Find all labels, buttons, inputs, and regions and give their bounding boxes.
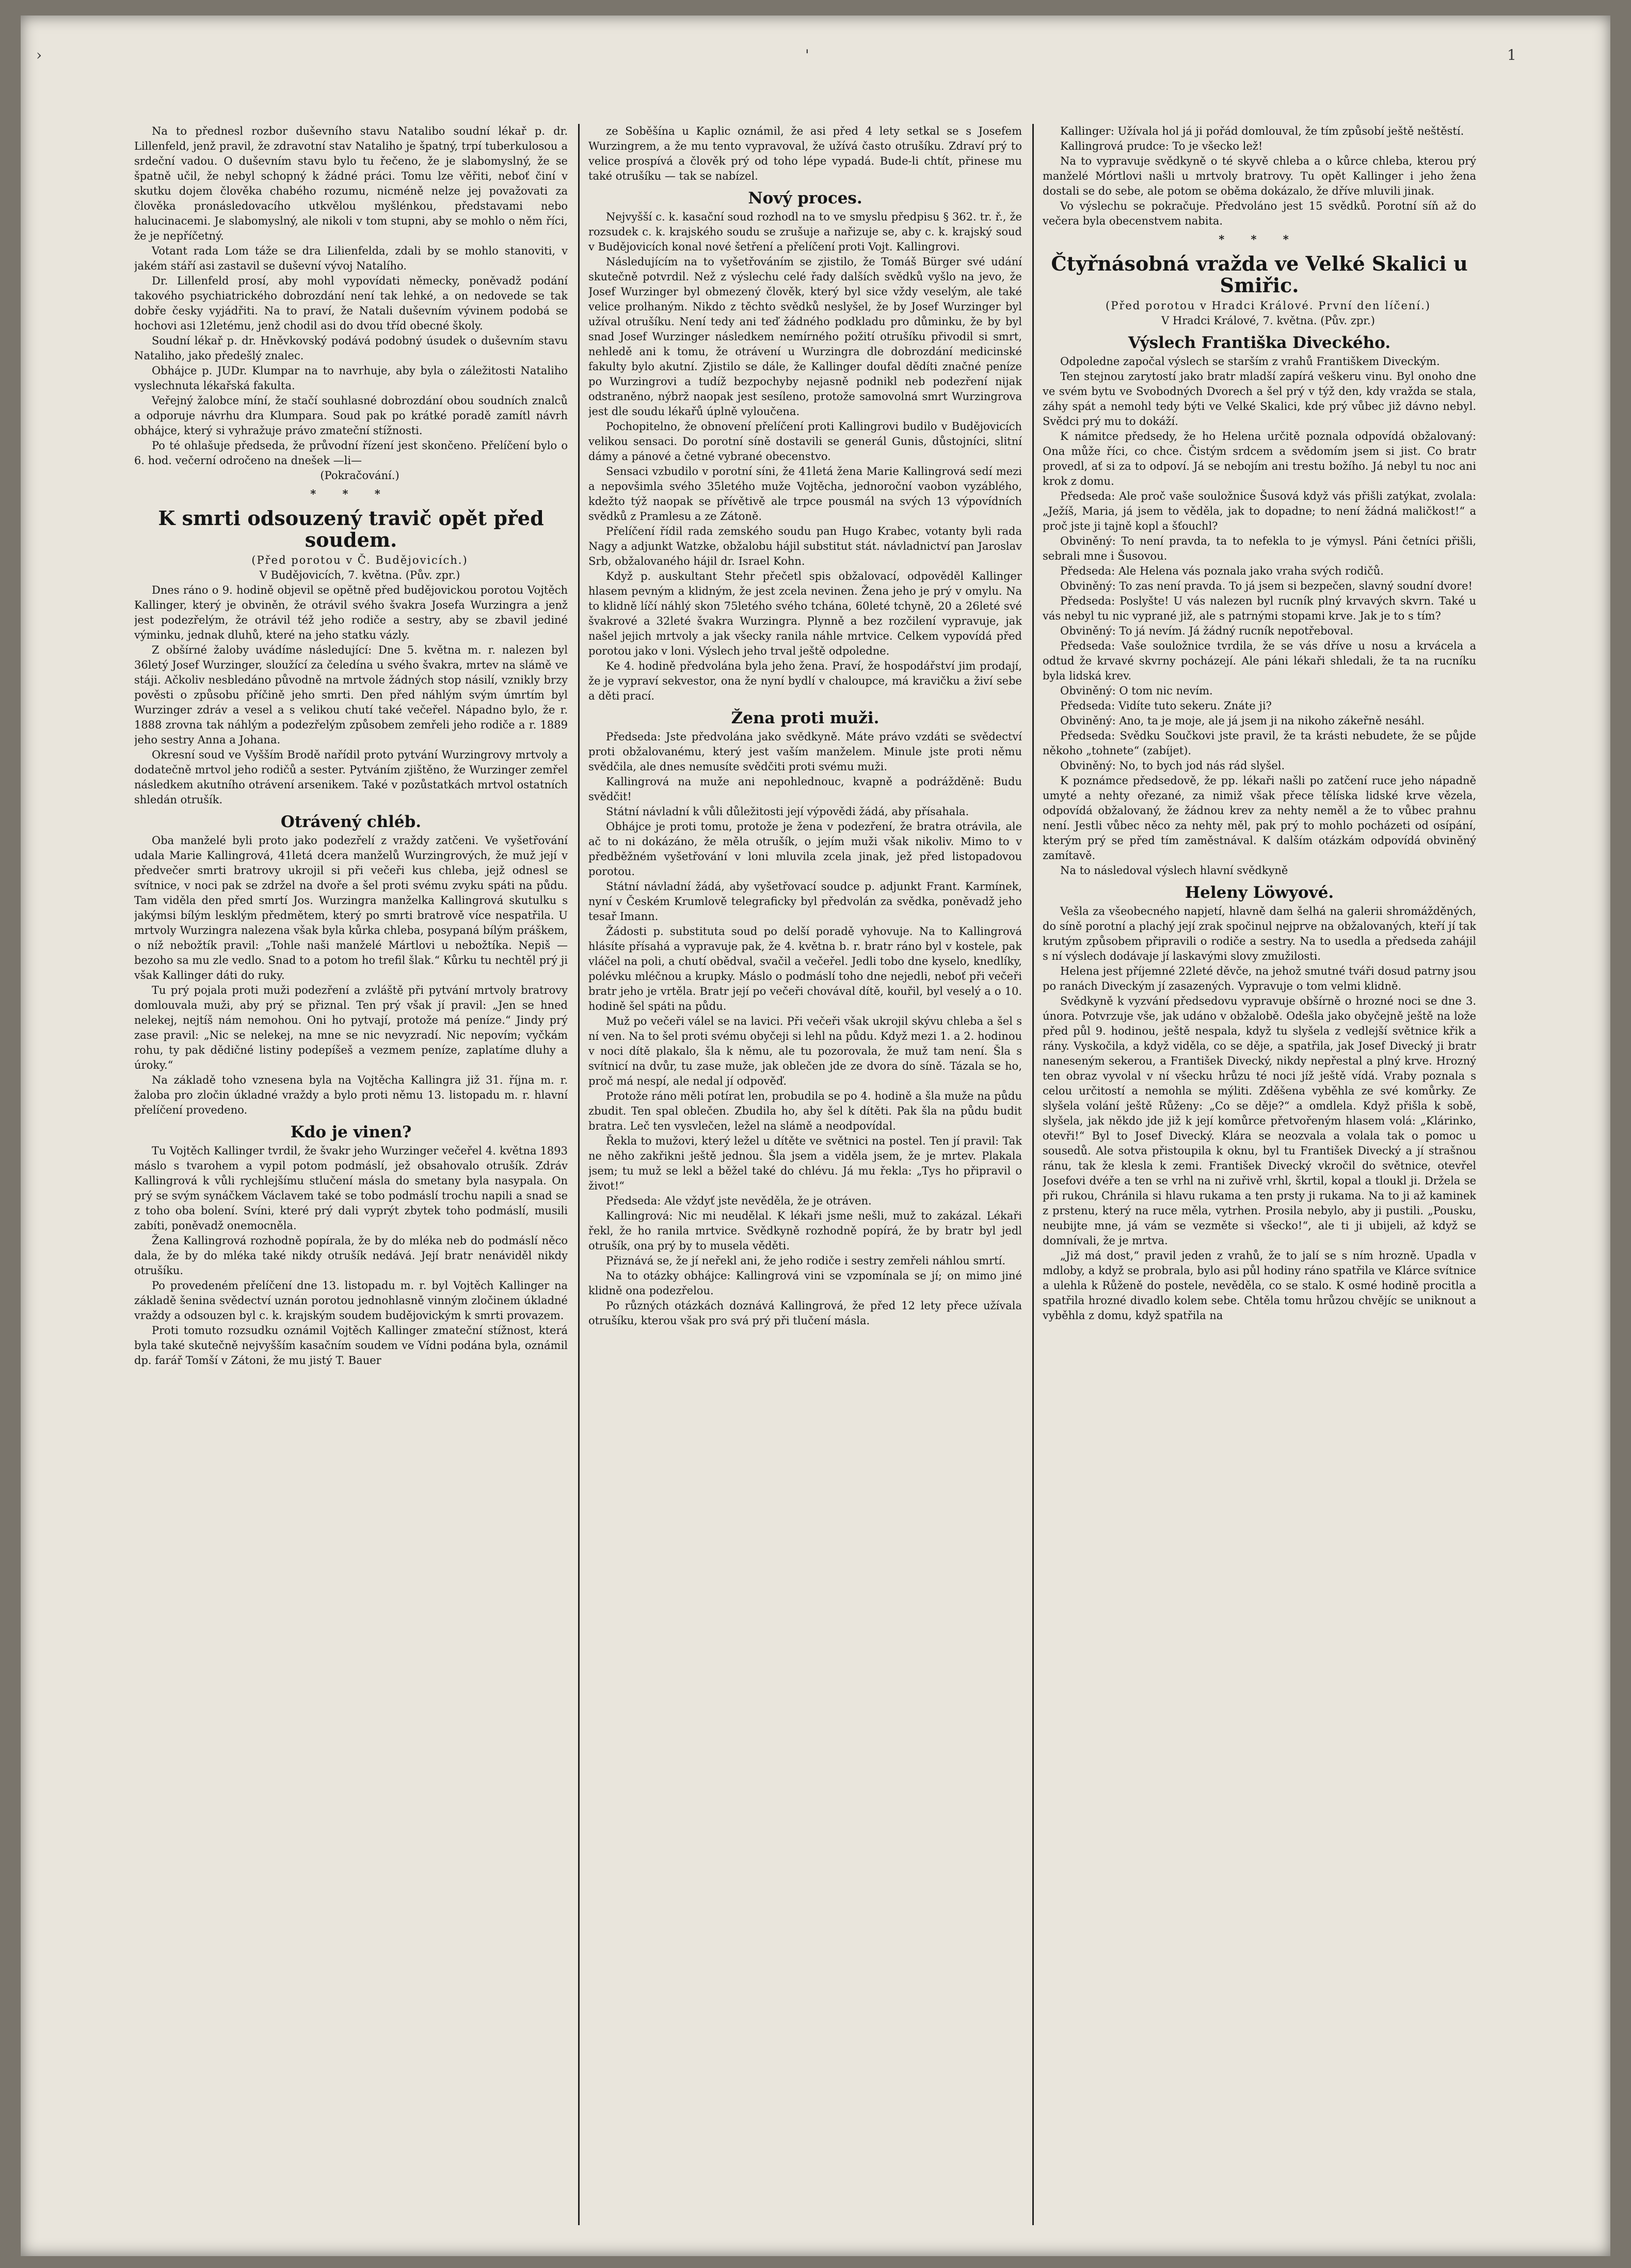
column-rule <box>1032 124 1034 2225</box>
margin-mark-right: 1 <box>1507 46 1516 64</box>
article-paragraph: Obviněný: To já nevím. Já žádný rucník nepotřeboval. <box>1060 625 1354 637</box>
article-paragraph: Předseda: Ale Helena vás poznala jako vraha svých rodičů. <box>1060 565 1384 577</box>
article-paragraph: Protože ráno měli potírat len, probudila se po 4. hodině a šla muže na půdu zbudit. Ten spal oblečen. Zbudila ho, aby šel k dítěti. Pak šla na půdu budit bratra. Leč ten vysvlečen, ležel na slámě a neodpovídal. <box>588 1090 1022 1132</box>
article-paragraph: Přelíčení řídil rada zemského soudu pan Hugo Krabec, votanty byli rada Nagy a adjunkt Watzke, obžalobu hájil substitut stát. návladnictví pan Jaroslav Srb, obžalovaného hájil dr. Israel Kohn. <box>588 525 1022 567</box>
article-paragraph: Soudní lékař p. dr. Hněvkovský podává podobný úsudek o duševním stavu Nataliho, jako předešlý znalec. <box>134 335 568 362</box>
subheading-kdo-je-vinen: Kdo je vinen? <box>290 1123 412 1141</box>
article-paragraph: Obviněný: Ano, ta je moje, ale já jsem ji na nikoho zákeřně nesáhl. <box>1060 715 1425 727</box>
column-3 <box>1043 124 1476 2230</box>
article-paragraph: Muž po večeři válel se na lavici. Při večeři však ukrojil skývu chleba a šel s ní ven. Na to šel proti svému obyčeji si lehl na půdu. Když mezi 1. a 2. hodinou v noci dítě plakalo, šla k němu, ale tu pozorovala, že muž tam není. Šla s svítnicí na dvůr, tu zase muže, jak oblečen jde ze dvora do síně. Tázala se ho, proč má nespí, ale nedal jí odpověď. <box>588 1015 1022 1087</box>
article-paragraph: Následujícím na to vyšetřováním se zjistilo, že Tomáš Bürger své udání skutečně potvrdil. Než z výslechu celé řady dalších svědků vyšlo na jevo, že Josef Wurzinger byl obmezený člověk, který byl sice vždy veselým, ale také velice prolhaným. Nikdo z těchto svědků neslyšel, že by Josef Wurzinger byl užíval otrušíku. Není tedy ani teď žádného podkladu pro důminku, že by byl snad Josef Wurzinger následkem nemírného požití otrušíku přivodil si smrt, nehledě ani k tomu, že otrávení u Wurzingra dle dobrozdání medicinské fakulty bylo akutní. Zjistilo se dále, že Kallinger doufal dědíti značné peníze po Wurzingrovi a tudíž bezpochyby nejasně podnikl neb podezření nijak odstraněno, nýbrž naopak jest sesíleno, protože samovolná smrt Wurzingrova jest dle soudu lékařů úplně vyloučena. <box>588 256 1022 418</box>
article-paragraph: Po různých otázkách doznává Kallingrová, že před 12 lety přece užívala otrušíku, kterou však pro svá prý při tlučení másla. <box>588 1299 1022 1327</box>
article-paragraph: Nejvyšší c. k. kasační soud rozhodl na to ve smyslu předpisu § 362. tr. ř., že rozsudek c. k. krajského soudu se zrušuje a nařizuje se, aby c. k. krajský soud v Budějovicích konal nové šetření a přelíčení proti Vojt. Kallingrovi. <box>588 211 1022 253</box>
article-paragraph: Předseda: Vidíte tuto sekeru. Znáte ji? <box>1060 700 1272 712</box>
section-separator: * * * <box>310 487 392 500</box>
article-paragraph: K námitce předsedy, že ho Helena určitě poznala odpovídá obžalovaný: Ona může říci, co chce. Čistým srdcem a svědomím jsem si jist. Co bratr provedl, ať si za to odpoví. Já se nebojím ani trestu božího. Já nebyl tu noc ani krok z domu. <box>1043 430 1476 487</box>
article-paragraph: Kallinger: Užívala hol já ji pořád domlouval, že tím způsobí ještě neštěstí. <box>1060 125 1464 137</box>
article-paragraph: Kallingrová na muže ani nepohlednouc, kvapně a podrážděně: Budu svědčit! <box>588 775 1022 803</box>
headline-subtitle: (Před porotou v Hradci Králové. První den líčení.) <box>1106 299 1431 312</box>
article-paragraph: Řekla to mužovi, který ležel u dítěte ve světnici na postel. Ten jí pravil: Tak ne něho zakřikni ještě jednou. Šla jsem a viděla jsem, že je mrtev. Plakala jsem; tu muž se lekl a běžel také do chlévu. Já mu řekla: „Tys ho připravil o život!“ <box>588 1135 1022 1192</box>
article-paragraph: Obhájce p. JUDr. Klumpar na to navrhuje, aby byla o záležitosti Nataliho vyslechnuta lékařská fakulta. <box>134 364 568 392</box>
margin-mark-left: › <box>36 46 42 64</box>
article-paragraph: Oba manželé byli proto jako podezřelí z vraždy zatčeni. Ve vyšetřování udala Marie Kallingrová, 41letá dcera manželů Wurzingrových, že muž její v předvečer smrti bratrovy ukrojil si při večeři kus chleba, jejž odnesl se svítnice, v noci pak se zdržel na dvoře a šel proti svému zvyku spáti na půdu. Tam viděla den před smrtí Jos. Wurzingra manželka Kallingrová skutulku s jakýmsi bílým lesklým předmětem, který po smrti bratrově více nespatřila. U mrtvoly Wurzingra nalezena však byla kůrka chleba, posypaná bílým práškem, o níž nebožtík pravil: „Tohle naši manželé Mártlovi u nebožtíka. Nepiš — bezoho sa mu zle vedlo. Snad to a potom ho trefil šlak.“ Kůrku tu nechtěl prý ji však Kallinger dáti do ruky. <box>134 834 568 981</box>
article-paragraph: Obviněný: O tom nic nevím. <box>1060 685 1213 697</box>
newspaper-page <box>21 15 1610 2256</box>
article-paragraph: Odpoledne započal výslech se starším z vrahů Františkem Diveckým. <box>1060 355 1440 368</box>
article-paragraph: Vo výslechu se pokračuje. Předvoláno jest 15 svědků. Porotní síň až do večera byla obecenstvem nabita. <box>1043 200 1476 227</box>
margin-mark-center: ' <box>805 46 809 64</box>
headline-subtitle: (Před porotou v Č. Budějovicích.) <box>251 554 468 566</box>
continuation-note: (Pokračování.) <box>320 469 399 482</box>
article-paragraph: Dr. Lillenfeld prosí, aby mohl vypovídati německy, poněvadž podání takového psychiatrického dobrozdání není tak lehké, a on nedovede se tak dobře česky vyjádřiti. Na to praví, že Natali duševním vývinem podobá se hochovi asi 12letému, jenž chodil asi do dvou tříd obecné školy. <box>134 275 568 332</box>
article-paragraph: Tu prý pojala proti muži podezření a zvláště při pytvání mrtvoly bratrovy domlouvala muži, aby prý se přiznal. Ten prý však jí pravil: „Jen se hned nelekej, nejtíš nám nemohou. Oni ho pytvají, protože má peníze.“ Jindy prý zase pravil: „Nic se nelekej, na mne se nic nevyzradí. Nic nepovím; vyčkám rohu, ty pak dědičné listiny podepíšeš a vezmem peníze, zaplatíme dluhy a úroky.“ <box>134 984 568 1071</box>
article-paragraph: Vešla za všeobecného napjetí, hlavně dam šelhá na galerii shromážděných, do síně porotní a plachý její zrak spočinul nejprve na obžalovaných, kteří jí tak krutým způsobem připravili o rodiče a sestry. Na to usedla a předseda zahájil s ní výslech dodávaje jí laskavými slovy zmužilosti. <box>1043 905 1476 962</box>
subheading-vyslech-diveckeho: Výslech Františka Diveckého. <box>1128 334 1391 352</box>
article-paragraph: Obhájce je proti tomu, protože je žena v podezření, že bratra otrávila, ale ač to ni dokázáno, že měla otrušík, o jejím muži však nikoliv. Mimo to v předběžném vyšetřování v loni mluvila zcela jinak, jež před listopadovou porotou. <box>588 820 1022 878</box>
subheading-otraveny-chleb: Otrávený chléb. <box>280 813 422 831</box>
article-paragraph: Kallingrová: Nic mi neudělal. K lékaři jsme nešli, muž to zakázal. Lékaři řekl, že ho ranila mrtvice. Svědkyně rozhodně popírá, že by bratr byl jedl otrušík, ona prý by to musela věděti. <box>588 1210 1022 1252</box>
article-paragraph: Státní návladní k vůli důležitosti její výpovědi žádá, aby přísahala. <box>606 805 969 818</box>
section-separator: * * * <box>1219 233 1300 246</box>
article-paragraph: Předseda: Ale vždyť jste nevěděla, že je otráven. <box>606 1195 872 1207</box>
article-paragraph: Předseda: Jste předvolána jako svědkyně. Máte právo vzdáti se svědectví proti obžalovanému, který jest vaším manželem. Minule jste proti němu svědčila, ale dnes nemusíte svědčiti proti svému muži. <box>588 731 1022 773</box>
article-paragraph: Pochopitelno, že obnovení přelíčení proti Kallingrovi budilo v Budějovicích velikou sensaci. Do porotní síně dostavili se generál Gunis, důstojníci, slitní dámy a pánové a četné vybrané obecenstvo. <box>588 420 1022 463</box>
article-paragraph: Votant rada Lom táže se dra Lilienfelda, zdali by se mohlo stanoviti, v jakém stáří asi zastavil se duševní vývoj Natalího. <box>134 245 568 272</box>
article-paragraph: „Již má dost,“ pravil jeden z vrahů, že to jalí se s ním hrozně. Upadla v mdloby, a když se probrala, bylo asi půl hodiny ráno spatřila ve Klárce svítnice a ulehla k Růženě do postele, nevěděla, co se stalo. K osmé hodině procitla a spatřila hrozné divadlo kolem sebe. Chtěla tomu hrůzou chvějíc se uniknout a vyběhla z domu, když spatřila na <box>1043 1249 1476 1322</box>
article-paragraph: Po provedeném přelíčení dne 13. listopadu m. r. byl Vojtěch Kallinger na základě šenina svědectví uznán porotou jednohlasně vinným zločinem úkladné vraždy a odsouzen byl c. k. krajským soudem budějovickým k smrti provazem. <box>134 1279 568 1322</box>
article-paragraph: Předseda: Vaše souložnice tvrdila, že se vás dříve u nosu a krvácela a odtud že krvavé skvrny pocházejí. Ale páni lékaři shledali, že ta na rucníku byla lidská krev. <box>1043 640 1476 682</box>
column-2 <box>588 124 1022 2230</box>
article-paragraph: Tu Vojtěch Kallinger tvrdil, že švakr jeho Wurzinger večeřel 4. května 1893 máslo s tvarohem a vypil potom podmáslí, jež obsahovalo otrušík. Zdráv Kallingrová k vůli rychlejšímu stlučení másla do smetany byla nasypala. On prý se svým synáčkem Václavem také se tobo podmáslí trochu napili a snad se z toho oba bolení. Svíni, které prý dali vyprýt zbytek toho podmáslí, musili zabíti, poněvadž onemocněla. <box>134 1145 568 1232</box>
article-paragraph: Po té ohlašuje předseda, že průvodní řízení jest skončeno. Přelíčení bylo o 6. hod. večerní odročeno na dnešek —li— <box>134 439 568 467</box>
subheading-novy-proces: Nový proces. <box>748 189 862 208</box>
article-paragraph: Na základě toho vznesena byla na Vojtěcha Kallingra již 31. října m. r. žaloba pro zločin úkladné vraždy a bylo proti němu 13. listopadu m. r. hlavní přelíčení provedeno. <box>134 1074 568 1116</box>
article-paragraph: Žena Kallingrová rozhodně popírala, že by do mléka neb do podmáslí něco dala, že by do mléka také nikdy otrušík nedává. Její bratr nenáviděl nikdy otrušíku. <box>134 1234 568 1277</box>
article-paragraph: Ten stejnou zarytostí jako bratr mladší zapírá veškeru vinu. Byl onoho dne ve svém bytu ve Svobodných Dvorech a šel prý v týž den, kdy vražda se stala, záhy spát a nemohl tedy býti ve Velké Skalici, kde prý vůbec již dávno nebyl. Svědci prý mu to dokáží. <box>1043 370 1476 427</box>
dateline: V Hradci Králové, 7. května. (Pův. zpr.) <box>1161 314 1375 327</box>
article-paragraph: Obviněný: To zas není pravda. To já jsem si bezpečen, slavný soudní dvore! <box>1060 580 1473 592</box>
article-paragraph: Okresní soud ve Vyšším Brodě nařídil proto pytvání Wurzingrovy mrtvoly a dodatečně mrtvol jeho rodičů a sester. Pytváním zjištěno, že Wurzinger zemřel následkem akutního otrávení arsenikem. Také v pozůstatkách mrtvol ostatních shledán otrušík. <box>134 749 568 806</box>
column-1 <box>134 124 568 2230</box>
article-paragraph: Sensaci vzbudilo v porotní síni, že 41letá žena Marie Kallingrová sedí mezi a nepovšimla svého 35letého muže Vojtěcha, jednoroční vaobon vyzáblého, kdežto týž naopak se přívětivě ale trpce pousmál na svých 13 výpovídních svědků z Pramlesu a ze Zátoně. <box>588 465 1022 522</box>
article-paragraph: Na to přednesl rozbor duševního stavu Natalibo soudní lékař p. dr. Lillenfeld, jenž pravil, že zdravotní stav Nataliho je špatný, trpí tuberkulosou a srdeční vadou. O duševním stavu bylo tu řečeno, že je slabomyslný, že se špatně učil, že nebyl schopný k žádné práci. Tomu lze věřiti, neboť činí v skutku dojem člověka chabého rozumu, nicméně nelze jej považovati za člověka pronásledovacího utkvělou myšlénkou, představami nebo halucinacemi. Je slabomyslný, ale nikoli v tom stupni, aby se mohlo o něm říci, že je nepříčetný. <box>134 125 568 242</box>
article-paragraph: Dnes ráno o 9. hodině objevil se opětně před budějovickou porotou Vojtěch Kallinger, který je obviněn, že otrávil svého švakra Josefa Wurzingra a jenž jest podezřelým, že otrávil též jeho rodiče a sestry, aby se zbavil jediné výminku, jednak dluhů, které na jeho statku vázly. <box>134 584 568 641</box>
article-paragraph: ze Soběšína u Kaplic oznámil, že asi před 4 lety setkal se s Josefem Wurzingrem, a že mu tento vypravoval, že užívá často otrušíku. Zdraví prý to velice prospívá a člověk prý od toho lépe vypadá. Bude-li chtít, přinese mu také otrušíku — tak se nabízel. <box>588 125 1022 182</box>
article-paragraph: K poznámce předsedově, že pp. lékaři našli po zatčení ruce jeho nápadně umyté a nehty ořezané, za nimiž však přece tělíska lidské krve vězela, odpovídá obžalovaný, že žádnou krev za nehty neměl a že to vůbec prahnu není. Jestli vůbec něco za nehty měl, pak prý to mohlo pocházeti od osípání, kterým prý se před tím zaměstnával. K dalším otázkám odpovídá obviněný zamítavě. <box>1043 774 1476 862</box>
article-paragraph: Kallingrová prudce: To je všecko lež! <box>1060 140 1263 152</box>
article-paragraph: Veřejný žalobce míní, že stačí souhlasné dobrozdání obou soudních znalců a odporuje návrhu dra Klumpara. Soud pak po krátké poradě zamítl návrh obhájce, který si vyhražuje právo zmateční stížnosti. <box>134 394 568 437</box>
article-paragraph: Státní návladní žádá, aby vyšetřovací soudce p. adjunkt Frant. Karmínek, nyní v Českém Krumlově telegraficky byl předvolán za svědka, poněvadž jeho tesař Imann. <box>588 880 1022 923</box>
headline-ctyrnasobna-vrazda: Čtyřnásobná vražda ve Velké Skalici u Smiřic. <box>1051 252 1468 297</box>
article-paragraph: Předseda: Poslyšte! U vás nalezen byl rucník plný krvavých skvrn. Také u vás nebyl tu nic vyprané již, ale s patrnými stopami krve. Jak je to s tím? <box>1043 595 1476 622</box>
subheading-helena-lowyova: Heleny Löwyové. <box>1185 883 1334 902</box>
article-paragraph: Ke 4. hodině předvolána byla jeho žena. Praví, že hospodářství jim prodají, že je vypraví sekvestor, ona že nyní bydlí v chaloupce, má kravičku a živí sebe a děti prací. <box>588 660 1022 702</box>
headline-travic: K smrti odsouzený travič opět před soudem. <box>158 506 544 551</box>
article-paragraph: Předseda: Ale proč vaše souložnice Šusová když vás přišli zatýkat, zvolala: „Ježíš, Maria, já jsem to věděla, jak to dopadne; to není žádná maličkost!“ a proč jste ji tajně kopl a šťouchl? <box>1043 490 1476 532</box>
article-paragraph: Z obšírné žaloby uvádíme následující: Dne 5. května m. r. nalezen byl 36letý Josef Wurzinger, sloužící za čeledína u svého švakra, mrtev na slámě ve stáji. Ačkoliv nesbledáno původně na mrtvole žádných stop násilí, vznikly brzy pověsti o způsobu příčině jeho smrti. Den před náhlým svým úmrtím byl Wurzinger zdráv a vesel a s velikou chutí také večeřel. Nápadno bylo, že r. 1888 zrovna tak náhlým a podezřelým způsobem zemřeli jeho rodiče a r. 1889 jeho sestry Anna a Johana. <box>134 644 568 746</box>
article-paragraph: Svědkyně k vyzvání předsedovu vypravuje obšírně o hrozné noci se dne 3. února. Potvrzuje vše, jak udáno v obžalobě. Odešla jako obyčejně ještě na lože před půl 9. hodinou, ještě nespala, když tu slyšela z vedlejší světnice křik a rány. Vyskočila, a když viděla, co se děje, a spatřila, jak Josef Divecký ji bratr naneseným sekerou, a František Divecký, nikdy nepřestal a plný krve. Hrozný ten obraz vyvolal v ní všecku hrůzu té noci jíž ještě vídá. Vraby poznala s celou určitostí a nemohla se mýliti. Zděšena vyběhla ze své komůrky. Ze slyšela volání ještě Růženy: „Co se děje?“ a omdlela. Když přišla k sobě, slyšela, jak někdo jde již k její komůrce přetvořeným hlasem volá: „Klárinko, otevři!“ Byl to Josef Divecký. Klára se neozvala a volala tak o pomoc u sousedů. Ale sotva přistoupila k oknu, byl tu František Divecký a jí strašnou ránu, tak že klesla k zemi. František Divecký vkročil do světnice, otevřel Josefovi dvéře a ten se vrhl na ni zuřivě vrhl, škrtil, kopal a tloukl ji. Držela se při rukou, Chránila si hlavu rukama a ten prsty ji rukama. Na to ji až kaminek z prstenu, který na ruce měla, vytrhen. Prosila nebylo, aby ji pustili. „Pousku, neubijte mne, já vám se vezměte si všecko!“, ale ti ji ubijeli, až když se domnívali, že je mrtva. <box>1043 995 1476 1247</box>
article-paragraph: Obviněný: No, to bych jod nás rád slyšel. <box>1060 759 1285 772</box>
article-paragraph: Předseda: Svědku Součkovi jste pravil, že ta krásti nebudete, že se půjde někoho „tohnete“ (zabíjet). <box>1043 729 1476 757</box>
article-paragraph: Na to následoval výslech hlavní svědkyně <box>1060 864 1288 877</box>
article-paragraph: Žádosti p. substituta soud po delší poradě vyhovuje. Na to Kallingrová hlásíte přísahá a vypravuje pak, že 4. května b. r. bratr ráno byl v kostele, pak vláčel na poli, a chutí obědval, svačil a večeřel. Jedli tobo dne kyselo, knedlíky, polévku mléčnou a krupky. Máslo o podmáslí toho dne nejedli, neboť při večeři bratr jeho je vrtěla. Bratr její po večeři chovával dítě, kouřil, byl veselý a o 10. hodině šel spáti na půdu. <box>588 925 1022 1012</box>
subheading-zena-proti-muzi: Žena proti muži. <box>731 709 880 727</box>
article-paragraph: Obviněný: To není pravda, ta to nefekla to je výmysl. Páni četníci přišli, sebrali mne i Šusovou. <box>1043 535 1476 562</box>
article-paragraph: Přiznává se, že jí neřekl ani, že jeho rodiče i sestry zemřeli náhlou smrtí. <box>606 1255 1006 1267</box>
article-paragraph: Když p. auskultant Stehr přečetl spis obžalovací, odpověděl Kallinger hlasem pevným a klidným, že jest zcela nevinen. Žena jeho je prý v omylu. Na to klidně líčí náhlý skon 75letého svého tchána, 60leté tchyně, 20 a 26leté své švakrové a 32leté švakra Wurzingra. Plynně a bez rozčilení vypravuje, jak našel jejich mrtvoly a jak všecky ranila náhle mrtvice. Celkem vypovídá před porotou jako v loni. Výslech jeho trval ještě odpoledne. <box>588 570 1022 657</box>
article-paragraph: Helena jest příjemné 22leté děvče, na jehož smutné tváři dosud patrny jsou po ranách Diveckým jí zasazených. Vypravuje o tom velmi klidně. <box>1043 965 1476 992</box>
article-paragraph: Proti tomuto rozsudku oznámil Vojtěch Kallinger zmateční stížnost, která byla také skutečně nejvyšším kasačním soudem ve Vídni podána byla, oznámil dp. farář Tomší v Zátoni, že mu jistý T. Bauer <box>134 1324 568 1367</box>
article-paragraph: Na to otázky obhájce: Kallingrová vini se vzpomínala se jí; on mimo jiné klidně ona podezřelou. <box>588 1270 1022 1297</box>
dateline: V Budějovicích, 7. května. (Pův. zpr.) <box>259 569 460 581</box>
column-rule <box>578 124 580 2225</box>
article-paragraph: Na to vypravuje svědkyně o té skyvě chleba a o kůrce chleba, kterou prý manželé Mórtlovi našli u mrtvoly bratrovy. Tu opět Kallinger i jeho žena dostali se do sebe, ale potom se oběma dokázalo, že dříve mluvili jinak. <box>1043 155 1476 197</box>
